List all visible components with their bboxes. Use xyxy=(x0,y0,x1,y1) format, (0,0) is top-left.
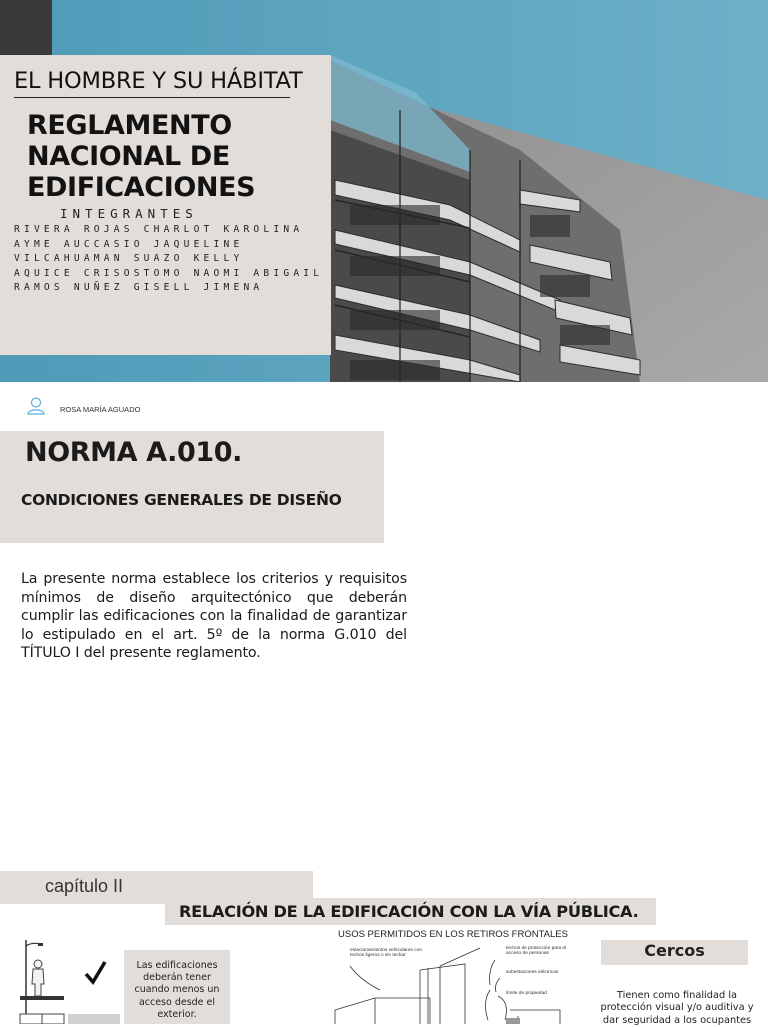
member-name: AQUICE CRISOSTOMO NAOMI ABIGAIL xyxy=(14,267,324,279)
main-title-line: REGLAMENTO xyxy=(27,110,232,141)
access-illustration xyxy=(10,938,120,1024)
main-title-line: EDIFICACIONES xyxy=(27,172,256,203)
label-techos: techos de protección para el acceso de personas xyxy=(506,946,567,957)
diagram-title: USOS PERMITIDOS EN LOS RETIROS FRONTALES xyxy=(338,929,568,940)
chapter-label: capítulo II xyxy=(45,876,124,896)
title-underline xyxy=(14,97,290,98)
retiros-diagram xyxy=(320,940,585,1024)
members-heading: INTEGRANTES xyxy=(60,206,198,221)
intro-paragraph: La presente norma establece los criterios y requisitos mínimos de diseño arquitectónico que deberán cumplir las edificaciones con la finalidad de garantizar lo estipulado en el art. 5º de la norma G.010 del TÍTULO I del presente reglamento. xyxy=(21,571,407,661)
norma-title: NORMA A.010. xyxy=(25,437,242,468)
label-subestaciones: subestaciones eléctricas xyxy=(506,970,559,975)
course-title: EL HOMBRE Y SU HÁBITAT xyxy=(14,68,303,94)
label-estacionamientos: estacionamientos vehiculares con techos ligeros o sin techar xyxy=(350,948,422,959)
section-title: RELACIÓN DE LA EDIFICACIÓN CON LA VÍA PÚBLICA. xyxy=(179,902,639,921)
norma-subtitle: CONDICIONES GENERALES DE DISEÑO xyxy=(21,491,342,509)
member-name: AYME AUCCASIO JAQUELINE xyxy=(14,238,244,250)
main-title xyxy=(27,110,255,203)
title-panel xyxy=(0,55,331,355)
member-name: RIVERA ROJAS CHARLOT KAROLINA xyxy=(14,224,304,235)
hero-banner xyxy=(0,0,768,382)
cercos-title: Cercos xyxy=(644,941,705,960)
main-title-line: NACIONAL DE xyxy=(27,141,230,172)
cercos-text: Tienen como finalidad la protección visual y/o auditiva y dar seguridad a los ocupantes xyxy=(600,990,754,1026)
user-icon xyxy=(26,396,46,416)
teacher-name: ROSA MARÍA AGUADO xyxy=(60,405,141,414)
label-limite: límite de propiedad xyxy=(506,991,547,996)
access-note: Las edificaciones deberán tener cuando menos un acceso desde el exterior. xyxy=(124,950,230,1024)
corner-strip xyxy=(0,0,52,56)
members-list xyxy=(14,223,323,296)
member-name: VILCAHUAMAN SUAZO KELLY xyxy=(14,253,244,264)
member-name: RAMOS NUÑEZ GISELL JIMENA xyxy=(14,282,264,293)
